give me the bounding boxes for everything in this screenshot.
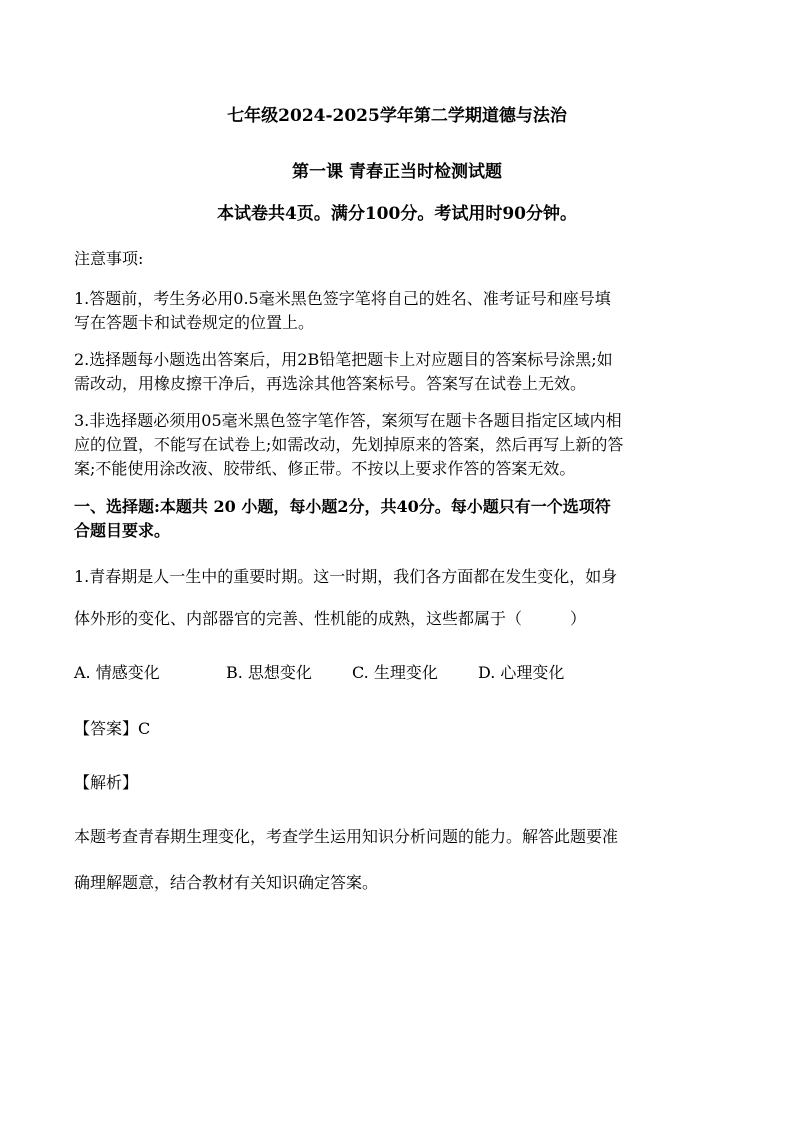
note-1-line-2: 写在答题卡和试卷规定的位置上。 xyxy=(74,313,315,332)
notes-heading: 注意事项: xyxy=(74,249,144,268)
analysis-line-2: 确理解题意，结合教材有关知识确定答案。 xyxy=(74,873,379,892)
note-2-line-1: 2.选择题每小题选出答案后，用2B铅笔把题卡上对应题目的答案标号涂黑;如 xyxy=(74,350,613,369)
option-b: B. 思想变化 xyxy=(226,663,312,682)
option-a: A. 情感变化 xyxy=(74,663,160,682)
section-1-heading-line-2: 合题目要求。 xyxy=(74,521,171,540)
document-title: 七年级2024-2025学年第二学期道德与法治 xyxy=(227,106,567,126)
note-3-line-2: 应的位置，不能写在试卷上;如需改动，先划掉原来的答案，然后再写上新的答 xyxy=(74,435,624,454)
note-3-line-1: 3.非选择题必须用05毫米黑色签字笔作答，案须写在题卡各题目指定区域内相 xyxy=(74,411,622,430)
question-1-line-1: 1.青春期是人一生中的重要时期。这一时期，我们各方面都在发生变化，如身 xyxy=(74,567,618,586)
note-3-line-3: 案;不能使用涂改液、胶带纸、修正带。不按以上要求作答的答案无效。 xyxy=(74,459,576,478)
document-subtitle: 第一课 青春正当时检测试题 xyxy=(292,162,502,182)
answer-label: 【答案】C xyxy=(74,719,151,738)
question-1-line-2: 体外形的变化、内部器官的完善、性机能的成熟，这些都属于（ ） xyxy=(74,609,587,628)
note-2-line-2: 需改动，用橡皮擦干净后，再选涂其他答案标号。答案写在试卷上无效。 xyxy=(74,374,587,393)
option-c: C. 生理变化 xyxy=(352,663,438,682)
option-d: D. 心理变化 xyxy=(478,663,565,682)
exam-info: 本试卷共4页。满分100分。考试用时90分钟。 xyxy=(217,204,577,224)
analysis-heading: 【解析】 xyxy=(74,773,139,792)
analysis-line-1: 本题考查青春期生理变化，考查学生运用知识分析问题的能力。解答此题要准 xyxy=(74,827,619,846)
note-1-line-1: 1.答题前，考生务必用0.5毫米黑色签字笔将自己的姓名、准考证号和座号填 xyxy=(74,289,611,308)
section-1-heading-line-1: 一、选择题:本题共 20 小题，每小题2分，共40分。每小题只有一个选项符 xyxy=(74,497,611,516)
